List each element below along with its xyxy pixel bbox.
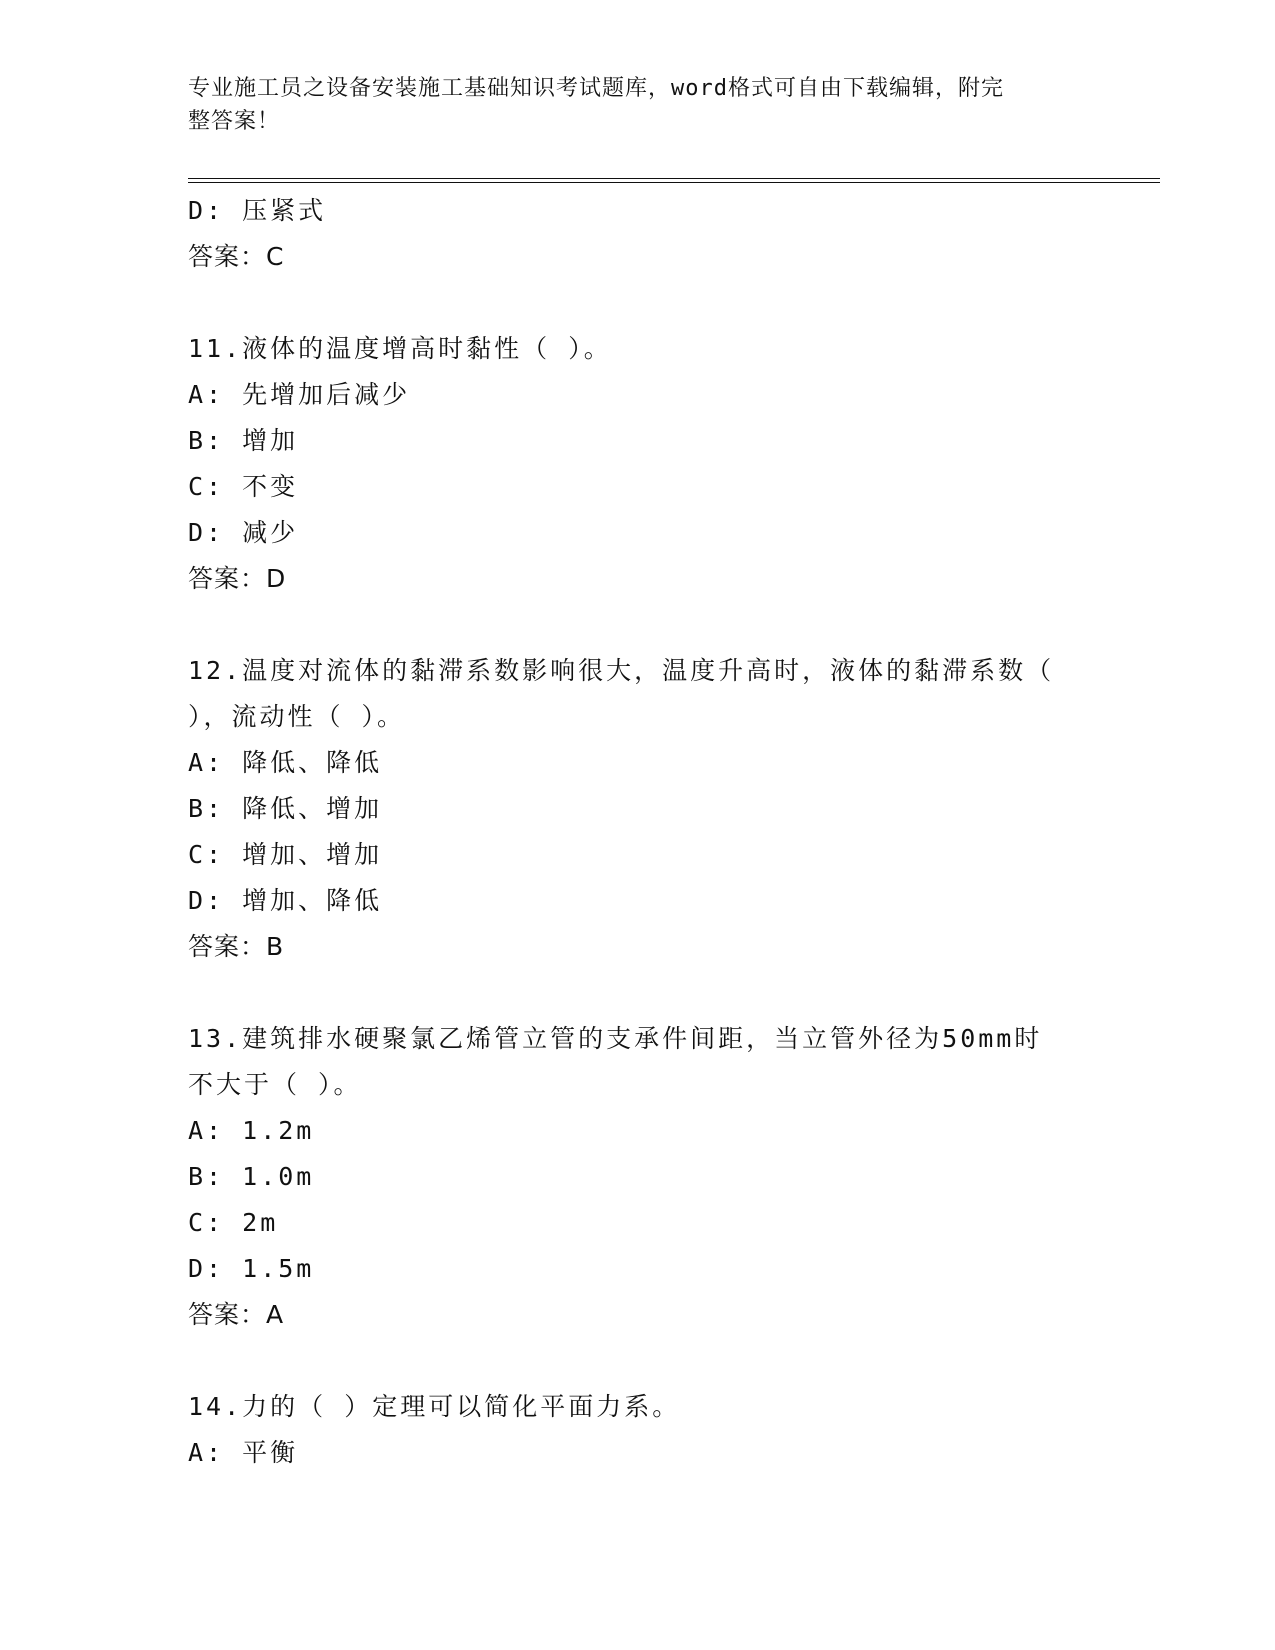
option-d: D: 压紧式 (188, 196, 327, 225)
spacer (188, 1338, 1088, 1384)
option-d: D: 增加、降低 (188, 886, 383, 915)
header-title-line1: 专业施工员之设备安装施工基础知识考试题库，word格式可自由下载编辑，附完 (188, 76, 1004, 101)
option-c: C: 不变 (188, 472, 299, 501)
question-stem-continued: 不大于（ ）。 (188, 1070, 362, 1099)
question-block-14 (188, 1384, 1088, 1476)
question-block-12 (188, 648, 1088, 970)
answer-line: 答案：A (188, 1300, 285, 1329)
question-block-11 (188, 326, 1088, 602)
option-d: D: 1.5m (188, 1254, 315, 1283)
question-stem: 13.建筑排水硬聚氯乙烯管立管的支承件间距，当立管外径为50mm时 (188, 1024, 1043, 1053)
question-stem-continued: ），流动性（ ）。 (188, 702, 406, 731)
spacer (188, 280, 1088, 326)
answer-line: 答案：C (188, 242, 285, 271)
spacer (188, 970, 1088, 1016)
header-title-line2: 整答案！ (188, 109, 281, 134)
option-c: C: 增加、增加 (188, 840, 383, 869)
answer-line: 答案：D (188, 564, 287, 593)
header-divider (188, 178, 1160, 183)
option-b: B: 增加 (188, 426, 299, 455)
option-a: A: 1.2m (188, 1116, 315, 1145)
option-a: A: 先增加后减少 (188, 380, 411, 409)
option-a: A: 平衡 (188, 1438, 299, 1467)
option-b: B: 1.0m (188, 1162, 315, 1191)
spacer (188, 602, 1088, 648)
question-stem: 14.力的（ ）定理可以简化平面力系。 (188, 1392, 681, 1421)
option-b: B: 降低、增加 (188, 794, 383, 823)
question-stem: 11.液体的温度增高时黏性（ ）。 (188, 334, 612, 363)
question-stem: 12.温度对流体的黏滞系数影响很大，温度升高时，液体的黏滞系数（ (188, 656, 1055, 685)
option-d: D: 减少 (188, 518, 299, 547)
option-a: A: 降低、降低 (188, 748, 383, 777)
page-header (188, 72, 1088, 138)
question-block-13 (188, 1016, 1088, 1338)
option-c: C: 2m (188, 1208, 279, 1237)
document-body (188, 188, 1088, 1476)
answer-line: 答案：B (188, 932, 285, 961)
